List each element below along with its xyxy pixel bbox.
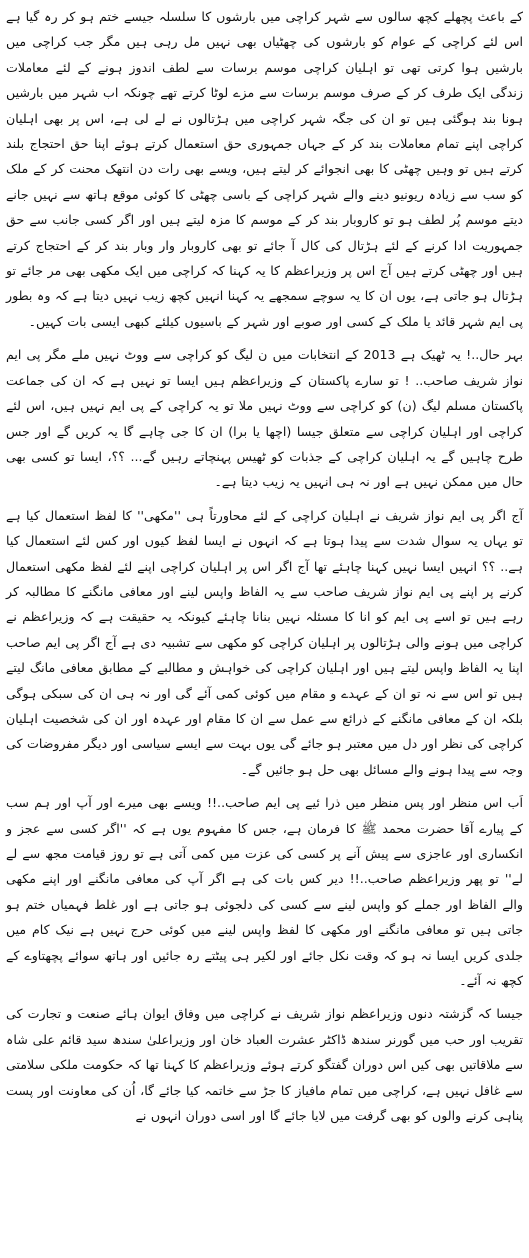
article-paragraph-4: اَب اس منظر اور پس منظر میں ذرا ئیے پی ایم صاحب..!! ویسے بھی میرے اور آپ اور ہم سب کے پیارے آقا حضرت محمد ﷺ کا فرمان ہے، جس کا مفہوم یوں ہے کہ ''اگر کسی سے عجز و انکساری اور عاجزی سے پیش آنے پر کسی کی عزت میں کمی آتی ہے تو روز قیامت مجھ سے لے لے'' تو پھر وزیراعظم صاحب..!! دیر کس بات کی ہے اگر آپ کی معافی مانگنے اور اپنے مکھی والے الفاظ اور جملے کو واپس لینے سے کسی کی دلجوئی ہو جاتی ہے اور غلط فہمیاں ختم ہو جاتی ہیں تو معافی مانگنے اور مکھی کا لفظ واپس لینے میں کوئی حرج نہیں ہے نیک کام میں جلدی کریں ایسا نہ ہو کہ وقت نکل جائے اور لکیر ہی پیٹتے رہ جائیں اور ہاتھ سوائے پچھتاوے کے کچھ نہ آئے۔ (6, 795, 523, 989)
article-paragraph-5: جیسا کہ گزشتہ دنوں وزیراعظم نواز شریف نے کراچی میں وفاق ایوان ہائے صنعت و تجارت کی تقریب اور حب میں گورنر سندھ ڈاکٹر عشرت العباد خان اور وزیراعلیٰ سندھ سید قائم علی شاہ سے ملاقاتیں بھی کیں اس دوران گفتگو کرتے ہوئے وزیراعظم کا کہنا تھا کہ حکومت ملکی سلامتی سے غافل نہیں ہے، کراچی میں تمام مافیاز کا جڑ سے خاتمہ کیا جائے گا، اُن کی معاونت اور پست پناہی کرنے والوں کو بھی گرفت میں لایا جائے گا اور اسی دوران انہوں نے (6, 1006, 523, 1124)
article-paragraph-3: آج اگر پی ایم نواز شریف نے اہلیان کراچی کے لئے محاورتاً ہی ''مکھی'' کا لفظ استعمال کیا ہے تو یہاں یہ سوال شدت سے پیدا ہوتا ہے کہ انہوں نے ایسا لفظ کیوں اور کس لئے استعمال کیا ہے.. ؟؟ انہیں ایسا نہیں کہنا چاہئے تھا آج اگر اس پر اہلیان کراچی اپنے لئے لفظ مکھی استعمال کرنے پر اپنے پی ایم نواز شریف صاحب سے یہ الفاظ واپس لینے اور معافی مانگنے کا مطالبہ کر رہے ہیں تو اسے پی ایم کو انا کا مسئلہ نہیں بنانا چاہئے کیونکہ یہ حقیقت ہے کہ وزیراعظم نے کراچی میں ہونے والی ہڑتالوں پر اہلیان کراچی کو مکھی سے تشبیہ دی ہے آج اگر پی ایم صاحب اپنا یہ الفاظ واپس لیتے ہیں اور اہلیان کراچی کی خواہش و مطالبے کے مطابق معافی مانگ لیتے ہیں تو اس سے نہ تو ان کے عہدے و مقام میں کوئی کمی آئے گی اور نہ ہی ان کی سبکی ہوگی بلکہ ان کے معافی مانگنے کے ذرائع سے عمل سے ان کا مقام اور عہدہ اور ان کی شخصیت اہلیان کراچی کی نظر اور دل میں معتبر ہو جائے گی یوں بہت سے ایسے سیاسی اور دیگر مفروضات کی وجہ سے پیدا ہونے والے مسائل بھی حل ہو جائیں گے۔ (6, 507, 523, 777)
article-paragraph-2: بہر حال..! یہ ٹھیک ہے 2013 کے انتخابات میں ن لیگ کو کراچی سے ووٹ نہیں ملے مگر پی ایم نواز شریف صاحب.. ! تو سارے پاکستان کے وزیراعظم ہیں ایسا تو نہیں ہے کہ ان کی جماعت پاکستان مسلم لیگ (ن) کو کراچی سے ووٹ نہیں ملا تو یہ کراچی کے پی ایم نہیں ہیں، اس لئے کراچی اور اہلیان کراچی سے متعلق جیسا (اچھا یا برا) ان کا جی چاہے گا یہ کریں گے اور جس طرح چاہیں گے یہ اہلیان کراچی کے جذبات کو ٹھیس پہنچاتے رہیں گے... ؟؟، ایسا تو کسی بھی حال میں ممکن نہیں ہے اور نہ ہی انہیں یہ زیب دیتا ہے۔ (6, 347, 523, 490)
article-paragraph-1: کے باعث پچھلے کچھ سالوں سے شہر کراچی میں بارشوں کا سلسلہ جیسے ختم ہو کر رہ گیا ہے اس لئے کراچی کے عوام کو بارشوں کی چھٹیاں بھی نہیں مل رہی ہیں مگر جب کراچی میں بارشیں ہوا کرتی تھی تو اہلیان کراچی موسم برسات سے لطف اندوز ہونے کے لئے معاملات زندگی ایک طرف کر کے صرف موسم برسات سے مزے لوٹا کرتے تھے چونکہ اب شہر میں بارشیں ہونا بند ہوگئی ہیں تو ان کی جگہ شہر کراچی میں ہڑتالوں نے لے لی ہے، اس پر بھی اہلیان کراچی اپنے تمام معاملات بند کر کے جہاں جمہوری حق استعمال کرتے ہوئے اپنا حق احتجاج بلند کرتے ہیں تو وہیں چھٹی کا بھی انجوائے کر لیتے ہیں، ویسے بھی رات دن انتھک محنت کر کے ملک کو سب سے زیادہ ریونیو دینے والے شہر کراچی کے باسی چھٹی کا کوئی موقع ہاتھ سے نہیں جانے دیتے موسم پُر لطف ہو تو کاروبار بند کر کے موسم کا مزہ لیتے ہیں اور اگر کسی جانب سے حق جمہوریت ادا کرنے کے لئے ہڑتال کی کال آ جائے تو بھی کاروبار وار وبار بند کر کے احتجاج کرتے ہیں اور چھٹی کرتے ہیں آج اس پر وزیراعظم کا یہ کہنا کہ کراچی میں ایک مکھی بھی مر جائے تو ہڑتال ہو جاتی ہے، یوں ان کا یہ سوچے سمجھے یہ کہنا انہیں کچھ زیب نہیں دیتا ہے کہ وہ بطور پی ایم شہر قائد یا ملک کے کسی اور صوبے اور شہر کے باسیوں کیلئے کبھی ایسی بات کہیں۔ (6, 9, 523, 329)
